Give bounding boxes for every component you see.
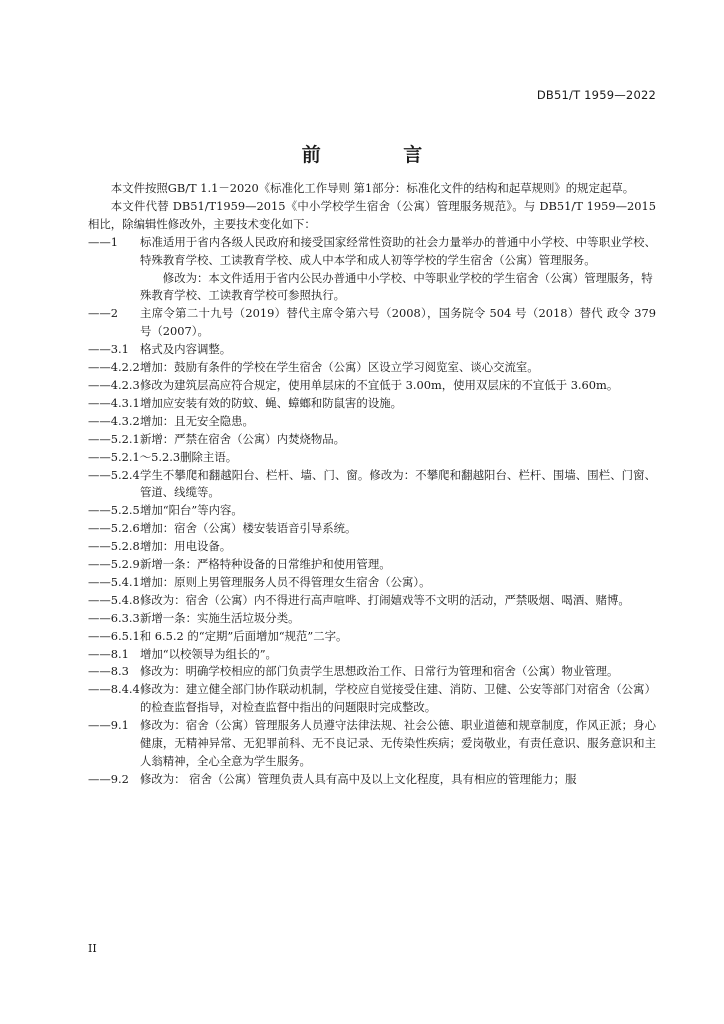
list-item: ——5.4.8 修改为：宿舍（公寓）内不得进行高声喧哗、打闹嬉戏等不文明的活动，严禁吸烟、喝酒、赌博。 xyxy=(88,592,630,607)
list-item: ——8.1 增加“以校领导为组长的”。 xyxy=(88,646,277,661)
list-item: ——4.2.3 修改为建筑层高应符合规定，使用单层床的不宜低于 3.00m，使用双层床的不宜低于 3.60m。 xyxy=(88,377,619,392)
document-number: DB51/T 1959—2022 xyxy=(536,88,656,102)
list-item: ——9.2 修改为： 宿舍（公寓）管理负责人具有高中及以上文化程度，具有相应的管理能力；服 xyxy=(88,771,577,786)
list-item: ——8.4.4 修改为：建立健全部门协作联动机制，学校应自觉接受住建、消防、卫健、公安等部门对宿舍（公寓）的检查监督指导，对检查监督中指出的问题限时完成整改。 xyxy=(88,682,656,715)
list-item: ——4.3.2 增加：且无安全隐患。 xyxy=(88,413,254,428)
list-item: ——5.2.4 学生不攀爬和翻越阳台、栏杆、墙、门、窗。修改为：不攀爬和翻越阳台、栏杆、围墙、围栏、门窗、管道、线缆等。 xyxy=(88,467,656,500)
list-item: ——5.2.1～5.2.3 删除主语。 xyxy=(88,449,238,464)
list-item: ——1 标准适用于省内各级人民政府和接受国家经常性资助的社会力量举办的普通中小学校、中等职业学校、特殊教育学校、工读教育学校、成人中本学和成人初等学校的学生宿舍（公寓）管理服务。 xyxy=(88,234,656,267)
intro-paragraph-1: 本文件按照GB/T 1.1－2020《标准化工作导则 第1部分：标准化文件的结构和起草规则》的规定起草。 xyxy=(110,181,635,195)
list-item: ——6.5.1 和 6.5.2 的“定期”后面增加“规范”二字。 xyxy=(88,628,348,643)
intro-paragraph-2: 本文件代替 DB51/T1959—2015《中小学校学生宿舍（公寓）管理服务规范》。与 DB51/T 1959—2015相比，除编辑性修改外，主要技术变化如下： xyxy=(88,198,656,231)
list-item: ——2 主席令第二十九号（2019）替代主席令第六号（2008），国务院令 504 号（2018）替代 政令 379 号（2007）。 xyxy=(88,306,656,339)
list-item: ——6.3.3 新增一条：实施生活垃圾分类。 xyxy=(88,610,300,625)
page-title: 前 言 xyxy=(301,144,461,166)
list-item: ——5.2.8 增加：用电设备。 xyxy=(88,539,232,554)
list-item: ——5.2.5 增加“阳台”等内容。 xyxy=(88,503,243,518)
document-body xyxy=(88,180,656,789)
list-item: ——5.2.6 增加：宿舍（公寓）楼安装语音引导系统。 xyxy=(88,521,357,536)
list-item: ——5.2.9 新增一条：严格特种设备的日常维护和使用管理。 xyxy=(88,557,391,572)
list-item: ——5.2.1 新增：严禁在宿舍（公寓）内焚烧物品。 xyxy=(88,431,346,446)
list-item-continuation: 修改为：本文件适用于省内公民办普通中小学校、中等职业学校的学生宿舍（公寓）管理服务，特殊教育学校、工读教育学校可参照执行。 xyxy=(140,270,653,303)
list-item: ——4.2.2 增加：鼓励有条件的学校在学生宿舍（公寓）区设立学习阅览室、谈心交流室。 xyxy=(88,360,539,375)
list-item: ——4.3.1 增加应安装有效的防蚊、蝇、蟑螂和防鼠害的设施。 xyxy=(88,395,402,410)
page-number: II xyxy=(88,942,97,955)
list-item: ——9.1 修改为：宿舍（公寓）管理服务人员遵守法律法规、社会公德、职业道德和规章制度，作风正派；身心健康，无精神异常、无犯罪前科、无不良记录、无传染性疾病；爱岗敬业，有责任意识、服务意识和主人翁精神，全心全意为学生服务。 xyxy=(88,718,656,768)
list-item: ——8.3 修改为：明确学校相应的部门负责学生思想政治工作、日常行为管理和宿舍（公寓）物业管理。 xyxy=(88,664,619,679)
list-item: ——3.1 格式及内容调整。 xyxy=(88,342,232,357)
list-item: ——5.4.1 增加：原则上男管理服务人员不得管理女生宿舍（公寓）。 xyxy=(88,574,431,589)
